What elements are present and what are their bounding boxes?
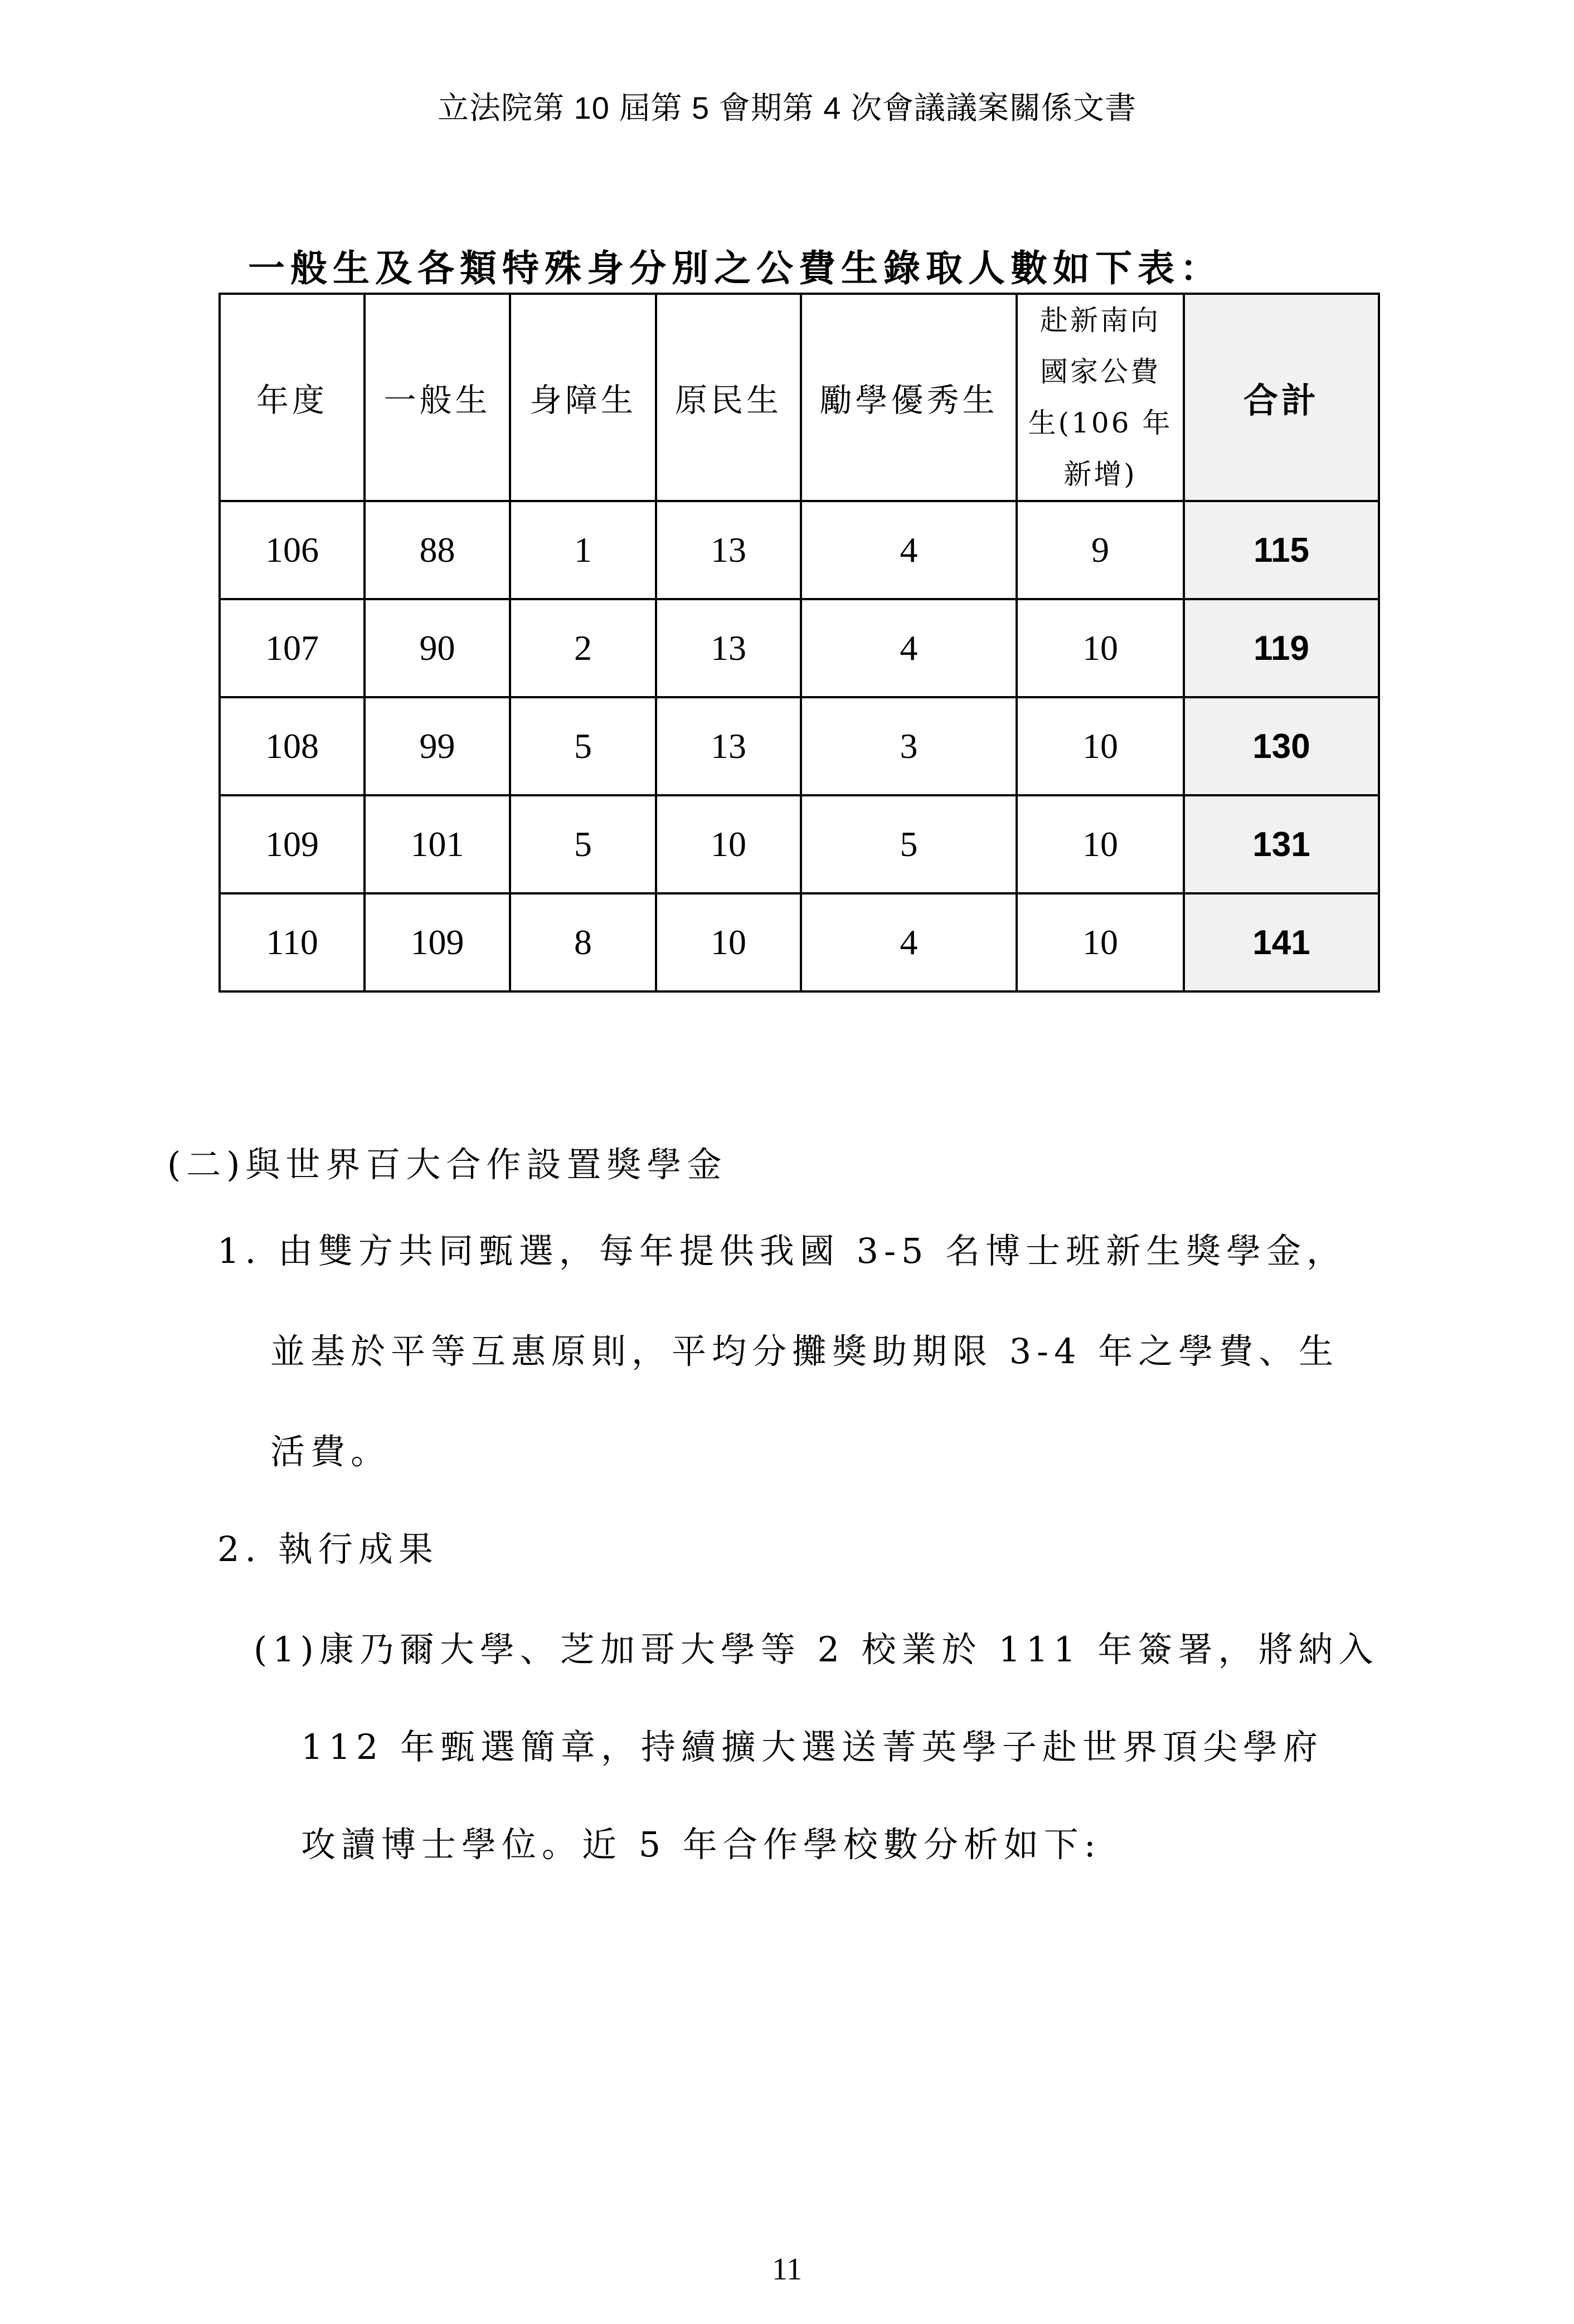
cell-year: 107 [220,599,365,697]
cell-merit: 4 [801,599,1017,697]
cell-new-southbound: 10 [1017,697,1184,795]
header-line: 生(106 年 [1028,407,1173,439]
table-row [220,501,1379,599]
column-header-merit: 勵學優秀生 [801,294,1017,501]
cell-general: 109 [365,893,510,991]
cell-disabled: 2 [510,599,656,697]
column-header-new-southbound [1017,294,1184,501]
cell-indigenous: 13 [656,501,801,599]
cell-total: 130 [1184,697,1379,795]
cell-indigenous: 13 [656,697,801,795]
cell-disabled: 8 [510,893,656,991]
item1-line-3: 活費。 [270,1431,391,1472]
table-header-row [220,294,1379,501]
cell-year: 109 [220,795,365,893]
table-row [220,697,1379,795]
column-header-year: 年度 [220,294,365,501]
column-header-total: 合計 [1184,294,1379,501]
cell-general: 101 [365,795,510,893]
item2-sub1-line-3: 攻讀博士學位。近 5 年合作學校數分析如下: [301,1824,1101,1865]
item2-sub1-line-2: 112 年甄選簡章，持續擴大選送菁英學子赴世界頂尖學府 [301,1727,1324,1767]
cell-new-southbound: 9 [1017,501,1184,599]
header-line: 新增) [1063,458,1137,490]
column-header-indigenous: 原民生 [656,294,801,501]
document-header: 立法院第 10 屆第 5 會期第 4 次會議議案關係文書 [438,90,1136,125]
scholarship-admissions-table [218,293,1380,993]
cell-year: 106 [220,501,365,599]
cell-new-southbound: 10 [1017,795,1184,893]
cell-year: 108 [220,697,365,795]
cell-total: 115 [1184,501,1379,599]
cell-merit: 5 [801,795,1017,893]
cell-merit: 4 [801,893,1017,991]
item1-line-2: 並基於平等互惠原則，平均分攤獎助期限 3-4 年之學費、生 [270,1331,1339,1372]
cell-general: 99 [365,697,510,795]
cell-new-southbound: 10 [1017,599,1184,697]
table-row [220,893,1379,991]
cell-disabled: 5 [510,795,656,893]
item1-line-1: 1. 由雙方共同甄選，每年提供我國 3-5 名博士班新生獎學金， [217,1231,1347,1271]
table-caption: 一般生及各類特殊身分別之公費生錄取人數如下表： [248,246,1222,290]
cell-total: 131 [1184,795,1379,893]
section-heading: (二)與世界百大合作設置獎學金 [167,1144,727,1185]
cell-indigenous: 10 [656,893,801,991]
cell-general: 90 [365,599,510,697]
cell-indigenous: 10 [656,795,801,893]
item2-heading: 2. 執行成果 [217,1529,439,1569]
cell-merit: 3 [801,697,1017,795]
page-number: 11 [772,2252,802,2287]
column-header-disabled: 身障生 [510,294,656,501]
header-line: 赴新南向 [1040,304,1160,337]
column-header-general: 一般生 [365,294,510,501]
cell-disabled: 1 [510,501,656,599]
cell-merit: 4 [801,501,1017,599]
table-row [220,599,1379,697]
cell-year: 110 [220,893,365,991]
cell-general: 88 [365,501,510,599]
cell-new-southbound: 10 [1017,893,1184,991]
table-row [220,795,1379,893]
cell-indigenous: 13 [656,599,801,697]
header-line: 國家公費 [1040,356,1160,388]
item2-sub1-line-1: (1)康乃爾大學、芝加哥大學等 2 校業於 111 年簽署，將納入 [254,1629,1379,1670]
cell-total: 119 [1184,599,1379,697]
cell-disabled: 5 [510,697,656,795]
cell-total: 141 [1184,893,1379,991]
